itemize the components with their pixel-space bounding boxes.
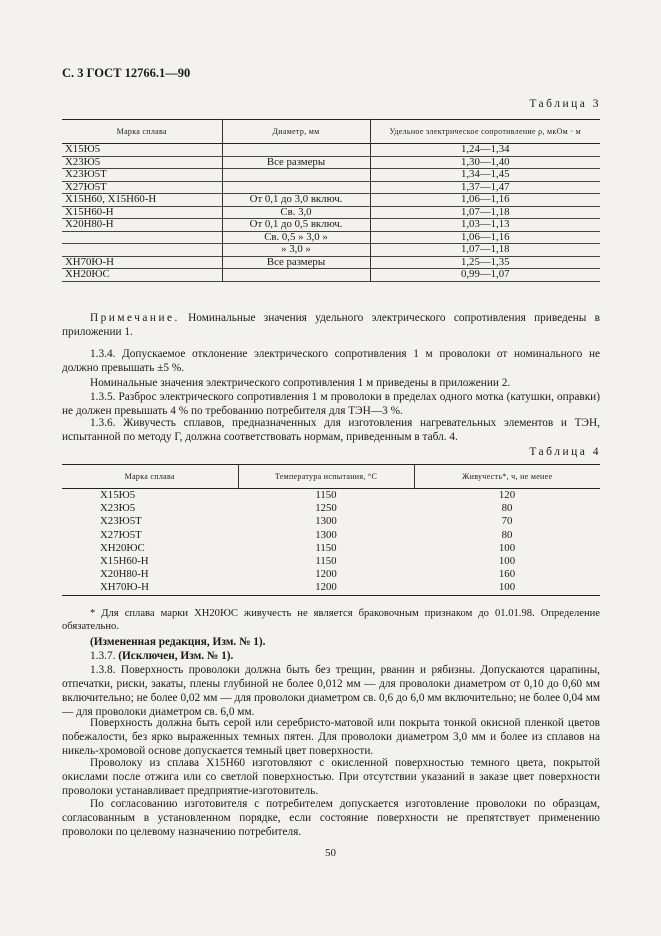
table-row [62,219,600,232]
t3-diameter [222,144,370,157]
t4-grade: ХН20ЮС [100,541,145,554]
t3-grade [62,244,222,257]
paragraph-surface: Поверхность должна быть серой или серебристо-матовой или покрыта тонкой окисной пленкой цветов побежалости, без ярко выраженных темных пятен. Для проволоки диаметром 3,0 мм и более из сплавов на никель-хромовой основе допускается темный цвет поверхности. [62,717,600,757]
paragraph-1-3-4-nominal: Номинальные значения электрического сопротивления 1 м приведены в приложении 2. [90,377,511,389]
paragraph-1-3-4: 1.3.4. Допускаемое отклонение электрического сопротивления 1 м проволоки от номинального не должно превышать ±5 %. [62,348,600,374]
t3-resistance: 0,99—1,07 [460,268,510,280]
t4-temperature: 1150 [315,541,337,554]
table4-footnote: * Для сплава марки ХН20ЮС живучесть не является браковочным признаком до 01.01.98. Определение обязательно. [62,608,600,632]
t3-grade: Х15Н60-Н [62,206,222,219]
table-row [62,231,600,244]
document-header: С. 3 ГОСТ 12766.1—90 [62,66,191,80]
t4-life: 100 [498,541,516,554]
table4-caption: Таблица 4 [529,446,601,458]
t3-header-diameter: Диаметр, мм [222,120,370,144]
table-row [62,515,600,528]
t3-grade: Х20Н80-Н [62,219,222,232]
t3-diameter: Св. 0,5 » 3,0 » [222,231,370,244]
t4-temperature: 1200 [315,568,337,581]
t3-diameter: Все размеры [222,256,370,269]
t4-life: 100 [498,581,516,594]
t4-life: 120 [498,489,516,501]
table-row [62,502,600,515]
t4-header-life: Живучесть*, ч, не менее [462,472,553,481]
t3-resistance: 1,06—1,16 [460,193,510,205]
t3-resistance: 1,03—1,13 [460,218,510,230]
table-3 [62,119,600,282]
paragraph-1-3-5: 1.3.5. Разброс электрического сопротивления 1 м проволоки в пределах одного мотка (катушки, оправки) не должен превышать 4 % по требованию потребителя для ТЭН—3 %. [62,391,600,417]
t4-grade: Х15Н60-Н [100,555,149,568]
table-row [62,581,600,595]
paragraph-1-3-6: 1.3.6. Живучесть сплавов, предназначенных для изготовления нагревательных элементов и ТЭН, испытанной по методу Г, должна соответствовать нормам, приведенным в табл. 4. [62,417,600,443]
t4-grade: Х27Ю5Т [100,528,142,541]
t3-diameter [222,181,370,194]
t3-grade: Х15Н60, Х15Н60-Н [62,194,222,207]
t3-grade [62,231,222,244]
t4-temperature: 1200 [315,581,337,594]
t3-grade: ХН20ЮС [62,269,222,282]
table-row [62,568,600,581]
page-number: 50 [325,847,336,859]
table-row [62,555,600,568]
t4-header-temperature: Температура испытания, °С [238,465,414,489]
table-row [62,144,600,157]
t3-resistance: 1,34—1,45 [460,168,510,180]
paragraph-1-3-7: 1.3.7. (Исключен, Изм. № 1). [90,650,234,662]
t4-grade: Х23Ю5Т [100,515,142,528]
table3-caption: Таблица 3 [529,98,601,110]
t3-header-grade: Марка сплава [62,120,222,144]
amendment-note: (Измененная редакция, Изм. № 1). [90,636,266,648]
table-row [62,489,600,503]
table-row [62,542,600,555]
table-row [62,206,600,219]
t3-resistance: 1,30—1,40 [460,155,510,168]
t3-resistance: 1,06—1,16 [460,230,510,243]
paragraph-agreement: По согласованию изготовителя с потребителем допускается изготовление проволоки по образцам, согласованным в установленном порядке, если состояние поверхности не препятствует применению проволоки по целевому назначению потребителя. [62,798,600,838]
t3-header-resistance: Удельное электрическое сопротивление ρ, мкОм · м [389,127,581,136]
t3-diameter: От 0,1 до 0,5 включ. [222,219,370,232]
t3-grade: ХН70Ю-Н [62,256,222,269]
table-row [62,529,600,542]
table-row [62,269,600,282]
t3-resistance: 1,37—1,47 [460,180,510,193]
table-row [62,156,600,169]
t3-grade: Х23Ю5Т [62,169,222,182]
paragraph-1-3-8: 1.3.8. Поверхность проволоки должна быть без трещин, рванин и рябизны. Допускаются царапины, отпечатки, риски, закаты, плены глубиной не более 0,012 мм — для проволоки диаметром от 0,10 до 0,60 мм включительно; не более 0,02 мм — для проволоки диаметром св. 0,6 до 6,0 мм включительно; не более 0,04 мм — для проволоки диаметром св. 6,0 мм. [62,664,600,718]
t4-life: 70 [501,515,513,528]
t3-diameter: Все размеры [222,156,370,169]
t4-temperature: 1150 [315,555,337,568]
paragraph-x15n60: Проволоку из сплава Х15Н60 изготовляют с окисленной поверхностью темного цвета, покрытой окислами после отжига или со светлой поверхностью. При отсутствии указаний в заказе цвет поверхности проволоки устанавливает предприятие-изготовитель. [62,757,600,797]
t3-grade: Х27Ю5Т [62,181,222,194]
t3-diameter [222,169,370,182]
table-row [62,181,600,194]
t4-temperature: 1300 [315,528,337,541]
table-row [62,194,600,207]
t3-grade: Х15Ю5 [62,144,222,157]
t4-life: 80 [501,528,513,541]
t4-grade: Х23Ю5 [100,502,136,515]
t4-grade: Х15Ю5 [100,489,136,501]
t4-temperature: 1250 [315,502,337,515]
t4-life: 80 [501,502,513,515]
table-row [62,256,600,269]
t3-diameter: От 0,1 до 3,0 включ. [222,194,370,207]
t4-header-grade: Марка сплава [62,465,238,489]
table3-note: Примечание. Номинальные значения удельного электрического сопротивления приведены в приложении 1. [62,312,600,338]
t4-grade: Х20Н80-Н [100,568,149,581]
t4-life: 160 [498,568,516,581]
t3-resistance: 1,07—1,18 [460,243,510,255]
t3-diameter: » 3,0 » [222,244,370,257]
t4-temperature: 1150 [315,489,337,501]
t3-resistance: 1,07—1,18 [460,205,510,218]
t3-diameter [222,269,370,282]
table-4 [62,464,600,596]
t3-resistance: 1,24—1,34 [460,143,510,155]
t3-grade: Х23Ю5 [62,156,222,169]
table-row [62,169,600,182]
t4-life: 100 [498,555,516,568]
t3-resistance: 1,25—1,35 [460,255,510,268]
t4-grade: ХН70Ю-Н [100,581,149,594]
t4-temperature: 1300 [315,515,337,528]
table-row [62,244,600,257]
t3-diameter: Св. 3,0 [222,206,370,219]
